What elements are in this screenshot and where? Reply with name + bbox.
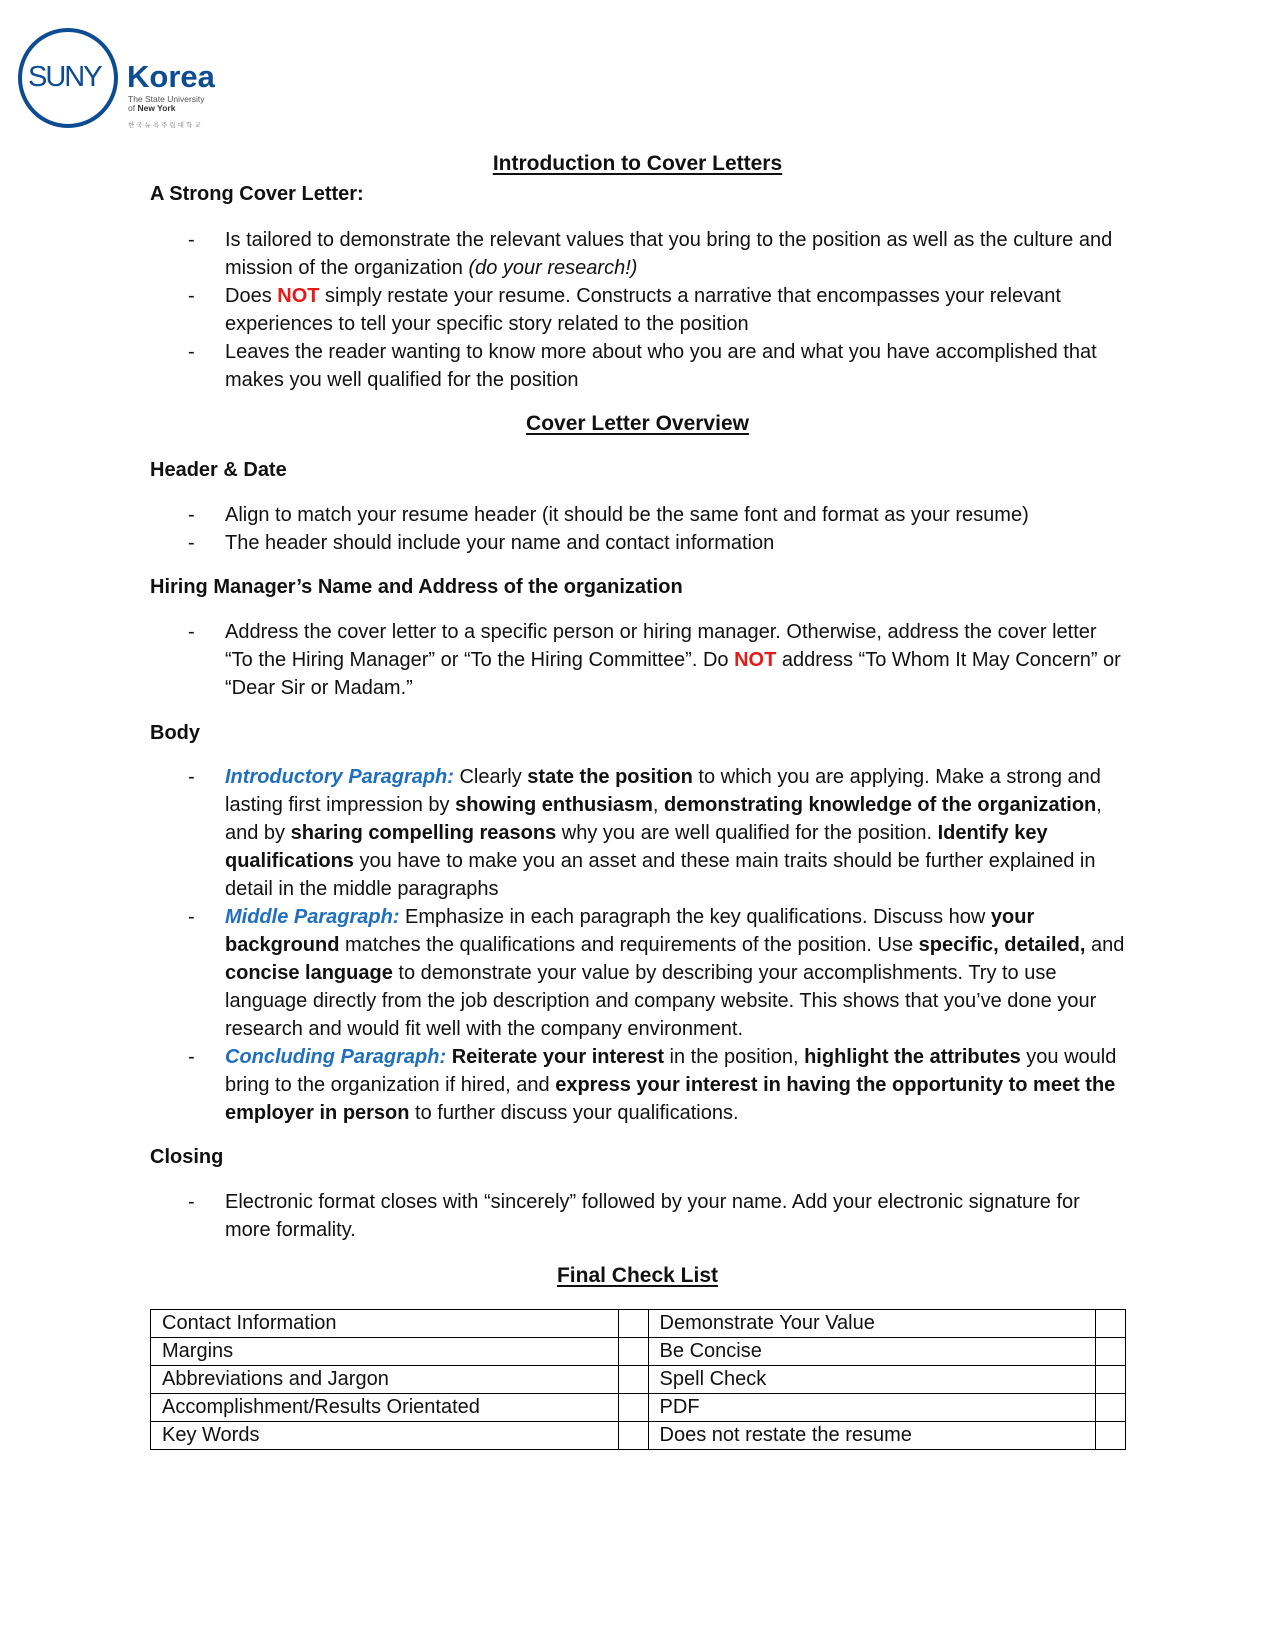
strong-cover-letter-list — [150, 226, 1125, 394]
closing-heading: Closing — [150, 1146, 224, 1168]
list-item: - Is tailored to demonstrate the relevant values that you bring to the position as well as the culture and mission of the organization (do your research!) — [188, 229, 1113, 279]
checkbox-cell[interactable] — [618, 1366, 648, 1394]
list-item: - Align to match your resume header (it should be the same font and format as your resume) — [188, 504, 1029, 526]
list-item: - Address the cover letter to a specific person or hiring manager. Otherwise, address the cover letter “To the Hiring Manager” or “To the Hiring Committee”. Do NOT address “To Whom It May Concern” or “Dear Sir or Madam.” — [188, 621, 1121, 699]
header-date-heading: Header & Date — [150, 459, 287, 481]
header-date-list — [150, 501, 1125, 557]
logo-suny-mark: SUNY — [28, 61, 101, 93]
overview-title: Cover Letter Overview — [526, 412, 749, 435]
list-item: - The header should include your name and contact information — [188, 532, 775, 554]
list-item: - Leaves the reader wanting to know more about who you are and what you have accomplished that makes you well qualified for the position — [188, 341, 1097, 391]
not-emphasis: NOT — [277, 285, 320, 307]
list-item: - Middle Paragraph: Emphasize in each paragraph the key qualifications. Discuss how your background matches the qualifications and requirements of the position. Use specific, detailed, and concise language to demonstrate your value by describing your accomplishments. Try to use language directly from the job description and company website. This shows that you’ve done your research and would fit well with the company environment. — [188, 906, 1125, 1040]
checkbox-cell[interactable] — [1096, 1394, 1126, 1422]
checklist-item: Abbreviations and Jargon — [151, 1366, 619, 1394]
checklist-item: Contact Information — [151, 1310, 619, 1338]
table-row — [151, 1338, 1126, 1366]
checkbox-cell[interactable] — [1096, 1422, 1126, 1450]
logo-subtitle: The State University of New York — [128, 94, 205, 113]
table-row — [151, 1310, 1126, 1338]
checkbox-cell[interactable] — [618, 1310, 648, 1338]
hiring-manager-heading: Hiring Manager’s Name and Address of the organization — [150, 576, 683, 598]
body-list — [150, 763, 1125, 1127]
checklist-item: PDF — [648, 1394, 1095, 1422]
checkbox-cell[interactable] — [618, 1394, 648, 1422]
hiring-manager-list — [150, 618, 1125, 702]
not-emphasis: NOT — [734, 649, 777, 671]
suny-korea-logo — [16, 26, 246, 138]
final-checklist-table — [150, 1309, 1126, 1450]
body-heading: Body — [150, 722, 200, 744]
checklist-item: Key Words — [151, 1422, 619, 1450]
list-item: - Concluding Paragraph: Reiterate your interest in the position, highlight the attributes you would bring to the organization if hired, and express your interest in having the opportunity to meet the employer in person to further discuss your qualifications. — [188, 1046, 1117, 1124]
checkbox-cell[interactable] — [1096, 1366, 1126, 1394]
checkbox-cell[interactable] — [618, 1338, 648, 1366]
introductory-paragraph-label: Introductory Paragraph: — [225, 766, 454, 788]
checklist-item: Does not restate the resume — [648, 1422, 1095, 1450]
checklist-item: Spell Check — [648, 1366, 1095, 1394]
intro-title: Introduction to Cover Letters — [492, 152, 783, 175]
strong-cover-letter-heading: A Strong Cover Letter: — [150, 183, 364, 205]
list-item: - Introductory Paragraph: Clearly state the position to which you are applying. Make a strong and lasting first impression by showing enthusiasm, demonstrating knowledge of the organization, and by sharing compelling reasons why you are well qualified for the position. Identify key qualifications you have to make you an asset and these main traits should be further explained in detail in the middle paragraphs — [188, 766, 1102, 900]
checklist-item: Be Concise — [648, 1338, 1095, 1366]
logo-korea-wordmark: Korea — [127, 59, 215, 94]
closing-list — [150, 1188, 1125, 1244]
checklist-item: Margins — [151, 1338, 619, 1366]
checklist-item: Accomplishment/Results Orientated — [151, 1394, 619, 1422]
table-row — [151, 1366, 1126, 1394]
concluding-paragraph-label: Concluding Paragraph: — [225, 1046, 447, 1068]
checklist-title: Final Check List — [556, 1264, 719, 1287]
logo-korean-text: 한국뉴욕주립대학교 — [128, 122, 203, 129]
checklist-item: Demonstrate Your Value — [648, 1310, 1095, 1338]
checkbox-cell[interactable] — [618, 1422, 648, 1450]
list-item: - Electronic format closes with “sincerely” followed by your name. Add your electronic signature for more formality. — [188, 1191, 1080, 1241]
list-item: - Does NOT simply restate your resume. Constructs a narrative that encompasses your relevant experiences to tell your specific story related to the position — [188, 285, 1061, 335]
table-row — [151, 1422, 1126, 1450]
table-row — [151, 1394, 1126, 1422]
middle-paragraph-label: Middle Paragraph: — [225, 906, 400, 928]
checkbox-cell[interactable] — [1096, 1310, 1126, 1338]
checkbox-cell[interactable] — [1096, 1338, 1126, 1366]
